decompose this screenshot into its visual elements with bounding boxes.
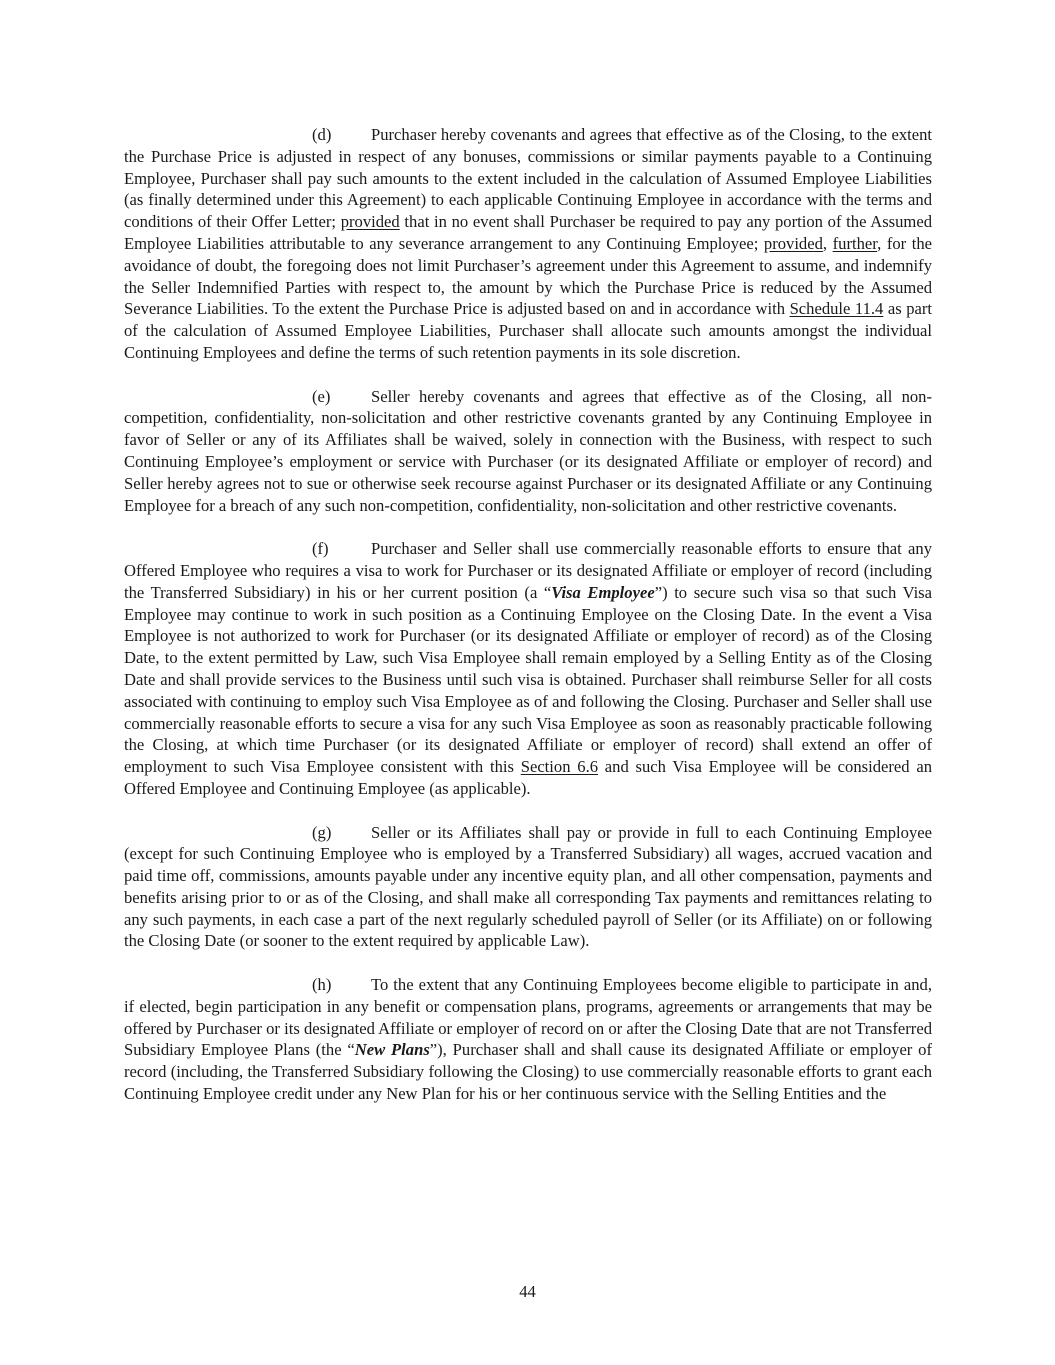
paragraph-label: (h) bbox=[312, 975, 332, 995]
defined-term: Visa Employee bbox=[551, 582, 655, 602]
schedule-reference: Schedule 11.4 bbox=[789, 299, 884, 319]
paragraph-h: (h) To the extent that any Continuing Employees become eligible to participate in and, if elected, begin participation in any benefit or compensation plans, programs, agreements or arrangements that may be offered by Purchaser or its designated Affiliate or employer of record on or after the Closing Date that are not Transferred Subsidiary Employee Plans (the “New Plans”), Purchaser shall and shall cause its designated Affiliate or employer of record (including, the Transferred Subsidiary following the Closing) to use commercially reasonable efforts to grant each Continuing Employee credit under any New Plan for his or her continuous service with the Selling Entities and the bbox=[124, 975, 933, 1104]
defined-term-reference: provided bbox=[340, 212, 400, 232]
paragraph-g: (g) Seller or its Affiliates shall pay or provide in full to each Continuing Employee (except for such Continuing Employee who is employed by a Transferred Subsidiary) all wages, accrued vacation and paid time off, commissions, amounts payable under any incentive equity plan, and all other compensation, payments and benefits arising prior to or as of the Closing, and shall make all corresponding Tax payments and remittances relating to any such payments, in each case a part of the next regularly scheduled payroll of Seller (or its Affiliate) on or following the Closing Date (or sooner to the extent required by applicable Law). bbox=[124, 822, 932, 951]
paragraph-label: (g) bbox=[312, 822, 332, 842]
section-reference: Section 6.6 bbox=[520, 757, 599, 777]
defined-term-reference: provided bbox=[763, 233, 823, 253]
paragraph-label: (d) bbox=[312, 125, 332, 144]
paragraph-e: (e) Seller hereby covenants and agrees that effective as of the Closing, all non-competition, confidentiality, non-solicitation and other restrictive covenants granted by any Continuing Employee in favor of Seller or any of its Affiliates shall be waived, solely in connection with the Business, with respect to such Continuing Employee’s employment or service with Purchaser (or its designated Affiliate or employer of record) and Seller hereby agrees not to sue or otherwise seek recourse against Purchaser or its designated Affiliate or any Continuing Employee for a breach of any such non-competition, confidentiality, non-solicitation and other restrictive covenants. bbox=[124, 386, 932, 515]
defined-term-reference: further bbox=[832, 233, 878, 253]
paragraph-label: (e) bbox=[312, 386, 331, 406]
paragraph-f: (f) Purchaser and Seller shall use commercially reasonable efforts to ensure that any Offered Employee who requires a visa to work for Purchaser or its designated Affiliate or employer of record (including the Transferred Subsidiary) in his or her current position (a “Visa Employee”) to secure such visa so that such Visa Employee may continue to work in such position as a Continuing Employee on the Closing Date. In the event a Visa Employee is not authorized to work for Purchaser (or its designated Affiliate or employer of record) as of the Closing Date, to the extent permitted by Law, such Visa Employee shall remain employed by a Selling Entity as of the Closing Date and shall provide services to the Business until such visa is obtained. Purchaser shall reimburse Seller for all costs associated with continuing to employ such Visa Employee as of and following the Closing. Purchaser and Seller shall use commercially reasonable efforts to secure a visa for any such Visa Employee as soon as reasonably practicable following the Closing, at which time Purchaser (or its designated Affiliate or employer of record) shall extend an offer of employment to such Visa Employee consistent with this Section 6.6 and such Visa Employee will be considered an Offered Employee and Continuing Employee (as applicable). bbox=[124, 539, 932, 798]
paragraph-d: (d) Purchaser hereby covenants and agrees that effective as of the Closing, to the extent the Purchase Price is adjusted in respect of any bonuses, commissions or similar payments payable to a Continuing Employee, Purchaser shall pay such amounts to the extent included in the calculation of Assumed Employee Liabilities (as finally determined under this Agreement) to each applicable Continuing Employee in accordance with the terms and conditions of their Offer Letter; provided that in no event shall Purchaser be required to pay any portion of the Assumed Employee Liabilities attributable to any severance arrangement to any Continuing Employee; provided, further, for the avoidance of doubt, the foregoing does not limit Purchaser’s agreement under this Agreement to assume, and indemnify the Seller Indemnified Parties with respect to, the amount by which the Purchase Price is reduced by the Assumed Severance Liabilities. To the extent the Purchase Price is adjusted based on and in accordance with Schedule 11.4 as part of the calculation of Assumed Employee Liabilities, Purchaser shall allocate such amounts amongst the individual Continuing Employees and define the terms of such retention payments in its sole discretion. bbox=[124, 125, 932, 362]
defined-term: New Plans bbox=[354, 1040, 430, 1060]
document-body bbox=[124, 124, 932, 1105]
paragraph-label: (f) bbox=[312, 539, 329, 559]
page-number: 44 bbox=[519, 1282, 536, 1301]
